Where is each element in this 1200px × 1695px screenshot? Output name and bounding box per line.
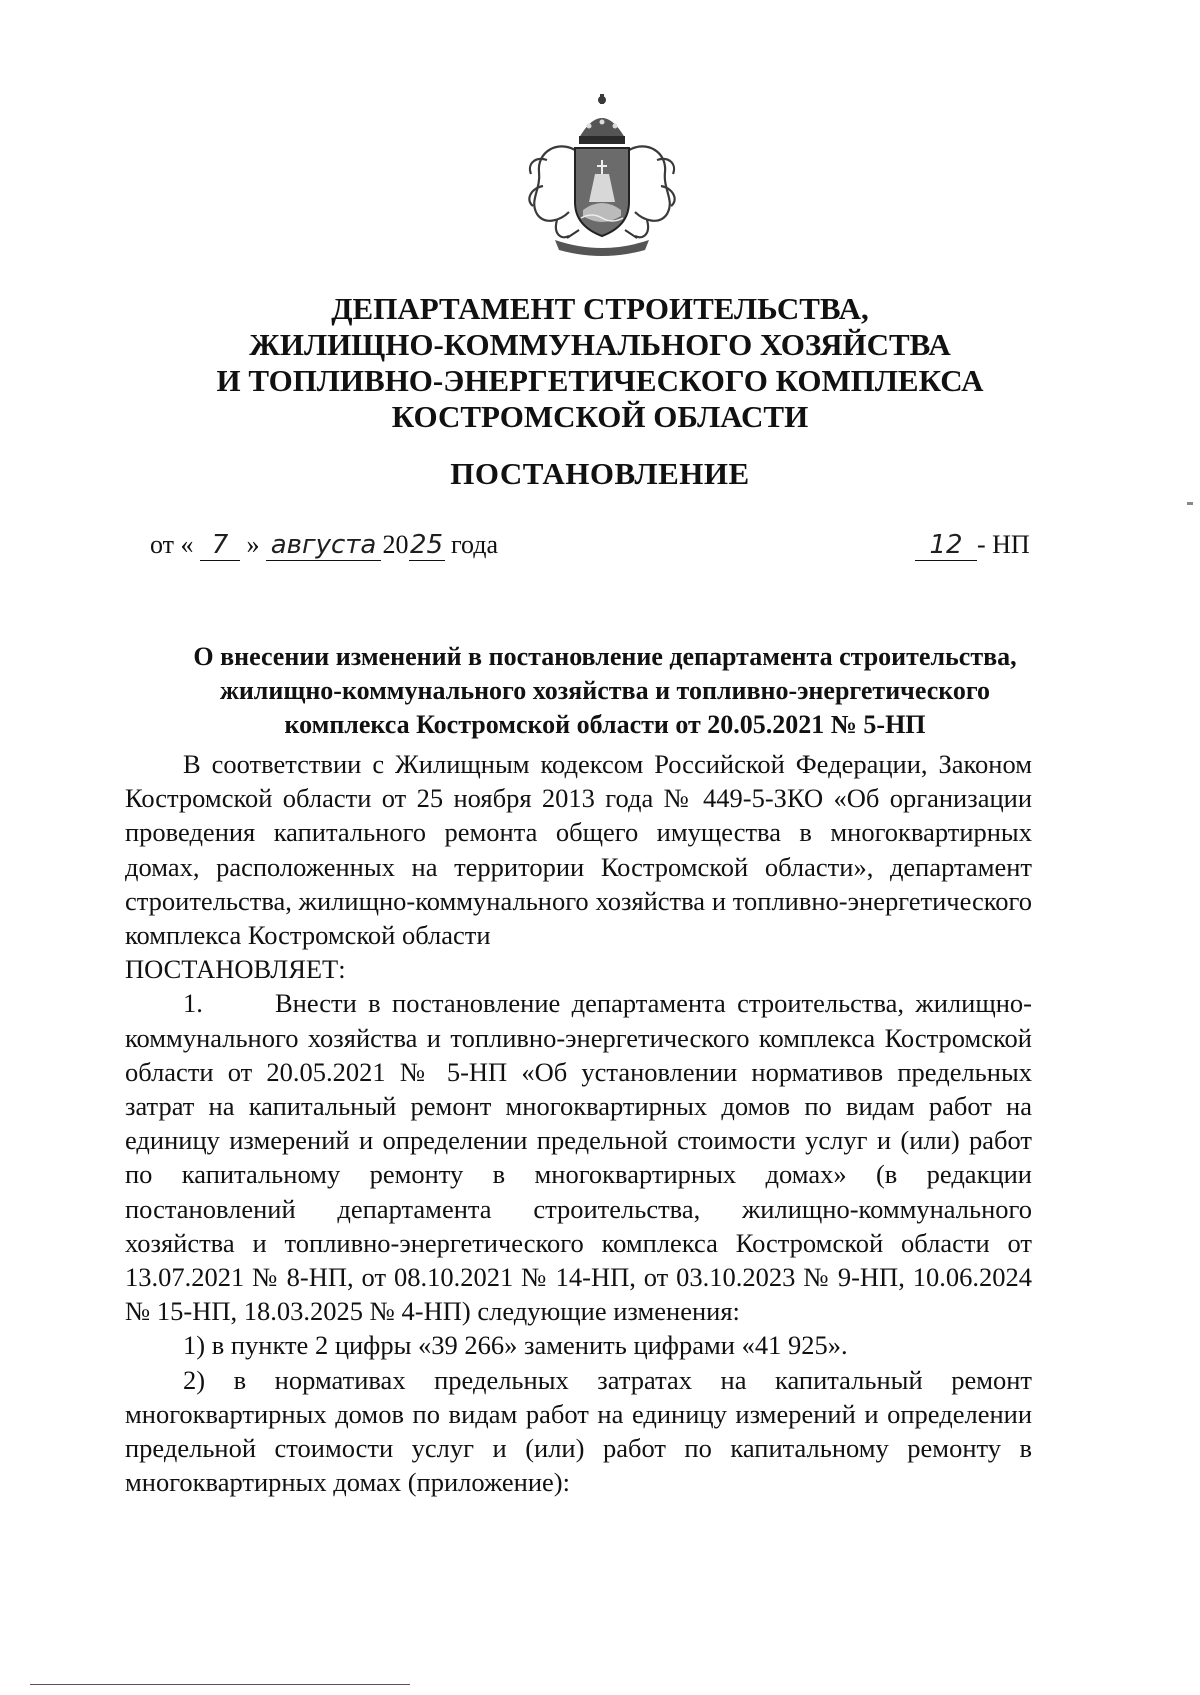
left-supporter bbox=[529, 146, 575, 237]
document-date bbox=[150, 530, 498, 561]
date-month: августа bbox=[266, 530, 381, 561]
department-line-3: И ТОПЛИВНО-ЭНЕРГЕТИЧЕСКОГО КОМПЛЕКСА bbox=[216, 363, 984, 398]
document-body bbox=[125, 747, 1032, 1499]
department-line-4: КОСТРОМСКОЙ ОБЛАСТИ bbox=[391, 399, 809, 434]
date-year-prefix: 20 bbox=[382, 530, 409, 559]
crown bbox=[579, 94, 625, 144]
preamble-text: В соответствии с Жилищным кодексом Российской Федерации, Законом Костромской области от 25 ноября 2013 года № 449-5-ЗКО «Об организации проведения капитального ремонта общего имущества в многоквартирных домах, расположенных на территории Костромской области», департамент строительства, жилищно-коммунального хозяйства и топливно-энергетического комплекса Костромской области bbox=[125, 749, 1032, 951]
date-year-suffix: 25 bbox=[409, 530, 444, 560]
department-title bbox=[100, 291, 1100, 435]
scan-edge-mark bbox=[1187, 502, 1193, 505]
preamble-paragraph bbox=[125, 747, 1032, 952]
document-number bbox=[915, 530, 1030, 561]
item-1-number: 1. bbox=[183, 988, 203, 1019]
subitem-1: 1) в пункте 2 цифры «39 266» заменить цифрами «41 925». bbox=[183, 1330, 848, 1361]
date-day-close: » bbox=[246, 530, 260, 559]
subject-line-1: О внесении изменений в постановление департамента строительства, bbox=[193, 642, 1017, 671]
date-day: 7 bbox=[200, 530, 240, 561]
shield bbox=[575, 148, 629, 236]
department-line-1: ДЕПАРТАМЕНТ СТРОИТЕЛЬСТВА, bbox=[331, 291, 869, 326]
document-type: ПОСТАНОВЛЕНИЕ bbox=[450, 456, 750, 491]
subject-line-2: жилищно-коммунального хозяйства и топливно-энергетического bbox=[219, 676, 991, 705]
item-1-text: Внести в постановление департамента строительства, жилищно-коммунального хозяйства и топливно-энергетического комплекса Костромской области от 20.05.2021 № 5-НП «Об установлении нормативов предельных затрат на капитальный ремонт многоквартирных домов по видам работ на единицу измерений и определении предельной стоимости услуг и (или) работ по капитальному ремонту в многоквартирных домах» (в редакции постановлений департамента строительства, жилищно-коммунального хозяйства и топливно-энергетического комплекса Костромской области от 13.07.2021 № 8-НП, от 08.10.2021 № 14-НП, от 03.10.2023 № 9-НП, 10.06.2024 № 15-НП, 18.03.2025 № 4-НП) следующие изменения: bbox=[125, 988, 1032, 1327]
coat-of-arms-icon bbox=[517, 90, 687, 260]
right-supporter bbox=[629, 146, 675, 237]
subject-line-3: комплекса Костромской области от 20.05.2021 № 5-НП bbox=[284, 710, 926, 739]
number-value: 12 bbox=[915, 530, 977, 561]
number-suffix: - НП bbox=[977, 530, 1030, 559]
date-year-word: года bbox=[451, 530, 499, 559]
subitem-2: 2) в нормативах предельных затратах на капитальный ремонт многоквартирных домов по видам работ на единицу измерений и определении предельной стоимости услуг и (или) работ по капитальному ремонту в многоквартирных домах (приложение): bbox=[125, 1364, 1032, 1498]
item-1-paragraph bbox=[125, 986, 1032, 1328]
department-line-2: ЖИЛИЩНО-КОММУНАЛЬНОГО ХОЗЯЙСТВА bbox=[249, 327, 951, 362]
date-prefix: от « bbox=[150, 530, 194, 559]
document-subject bbox=[110, 640, 1100, 742]
decree-word: ПОСТАНОВЛЯЕТ: bbox=[125, 954, 346, 985]
footer-rule bbox=[30, 1684, 410, 1685]
